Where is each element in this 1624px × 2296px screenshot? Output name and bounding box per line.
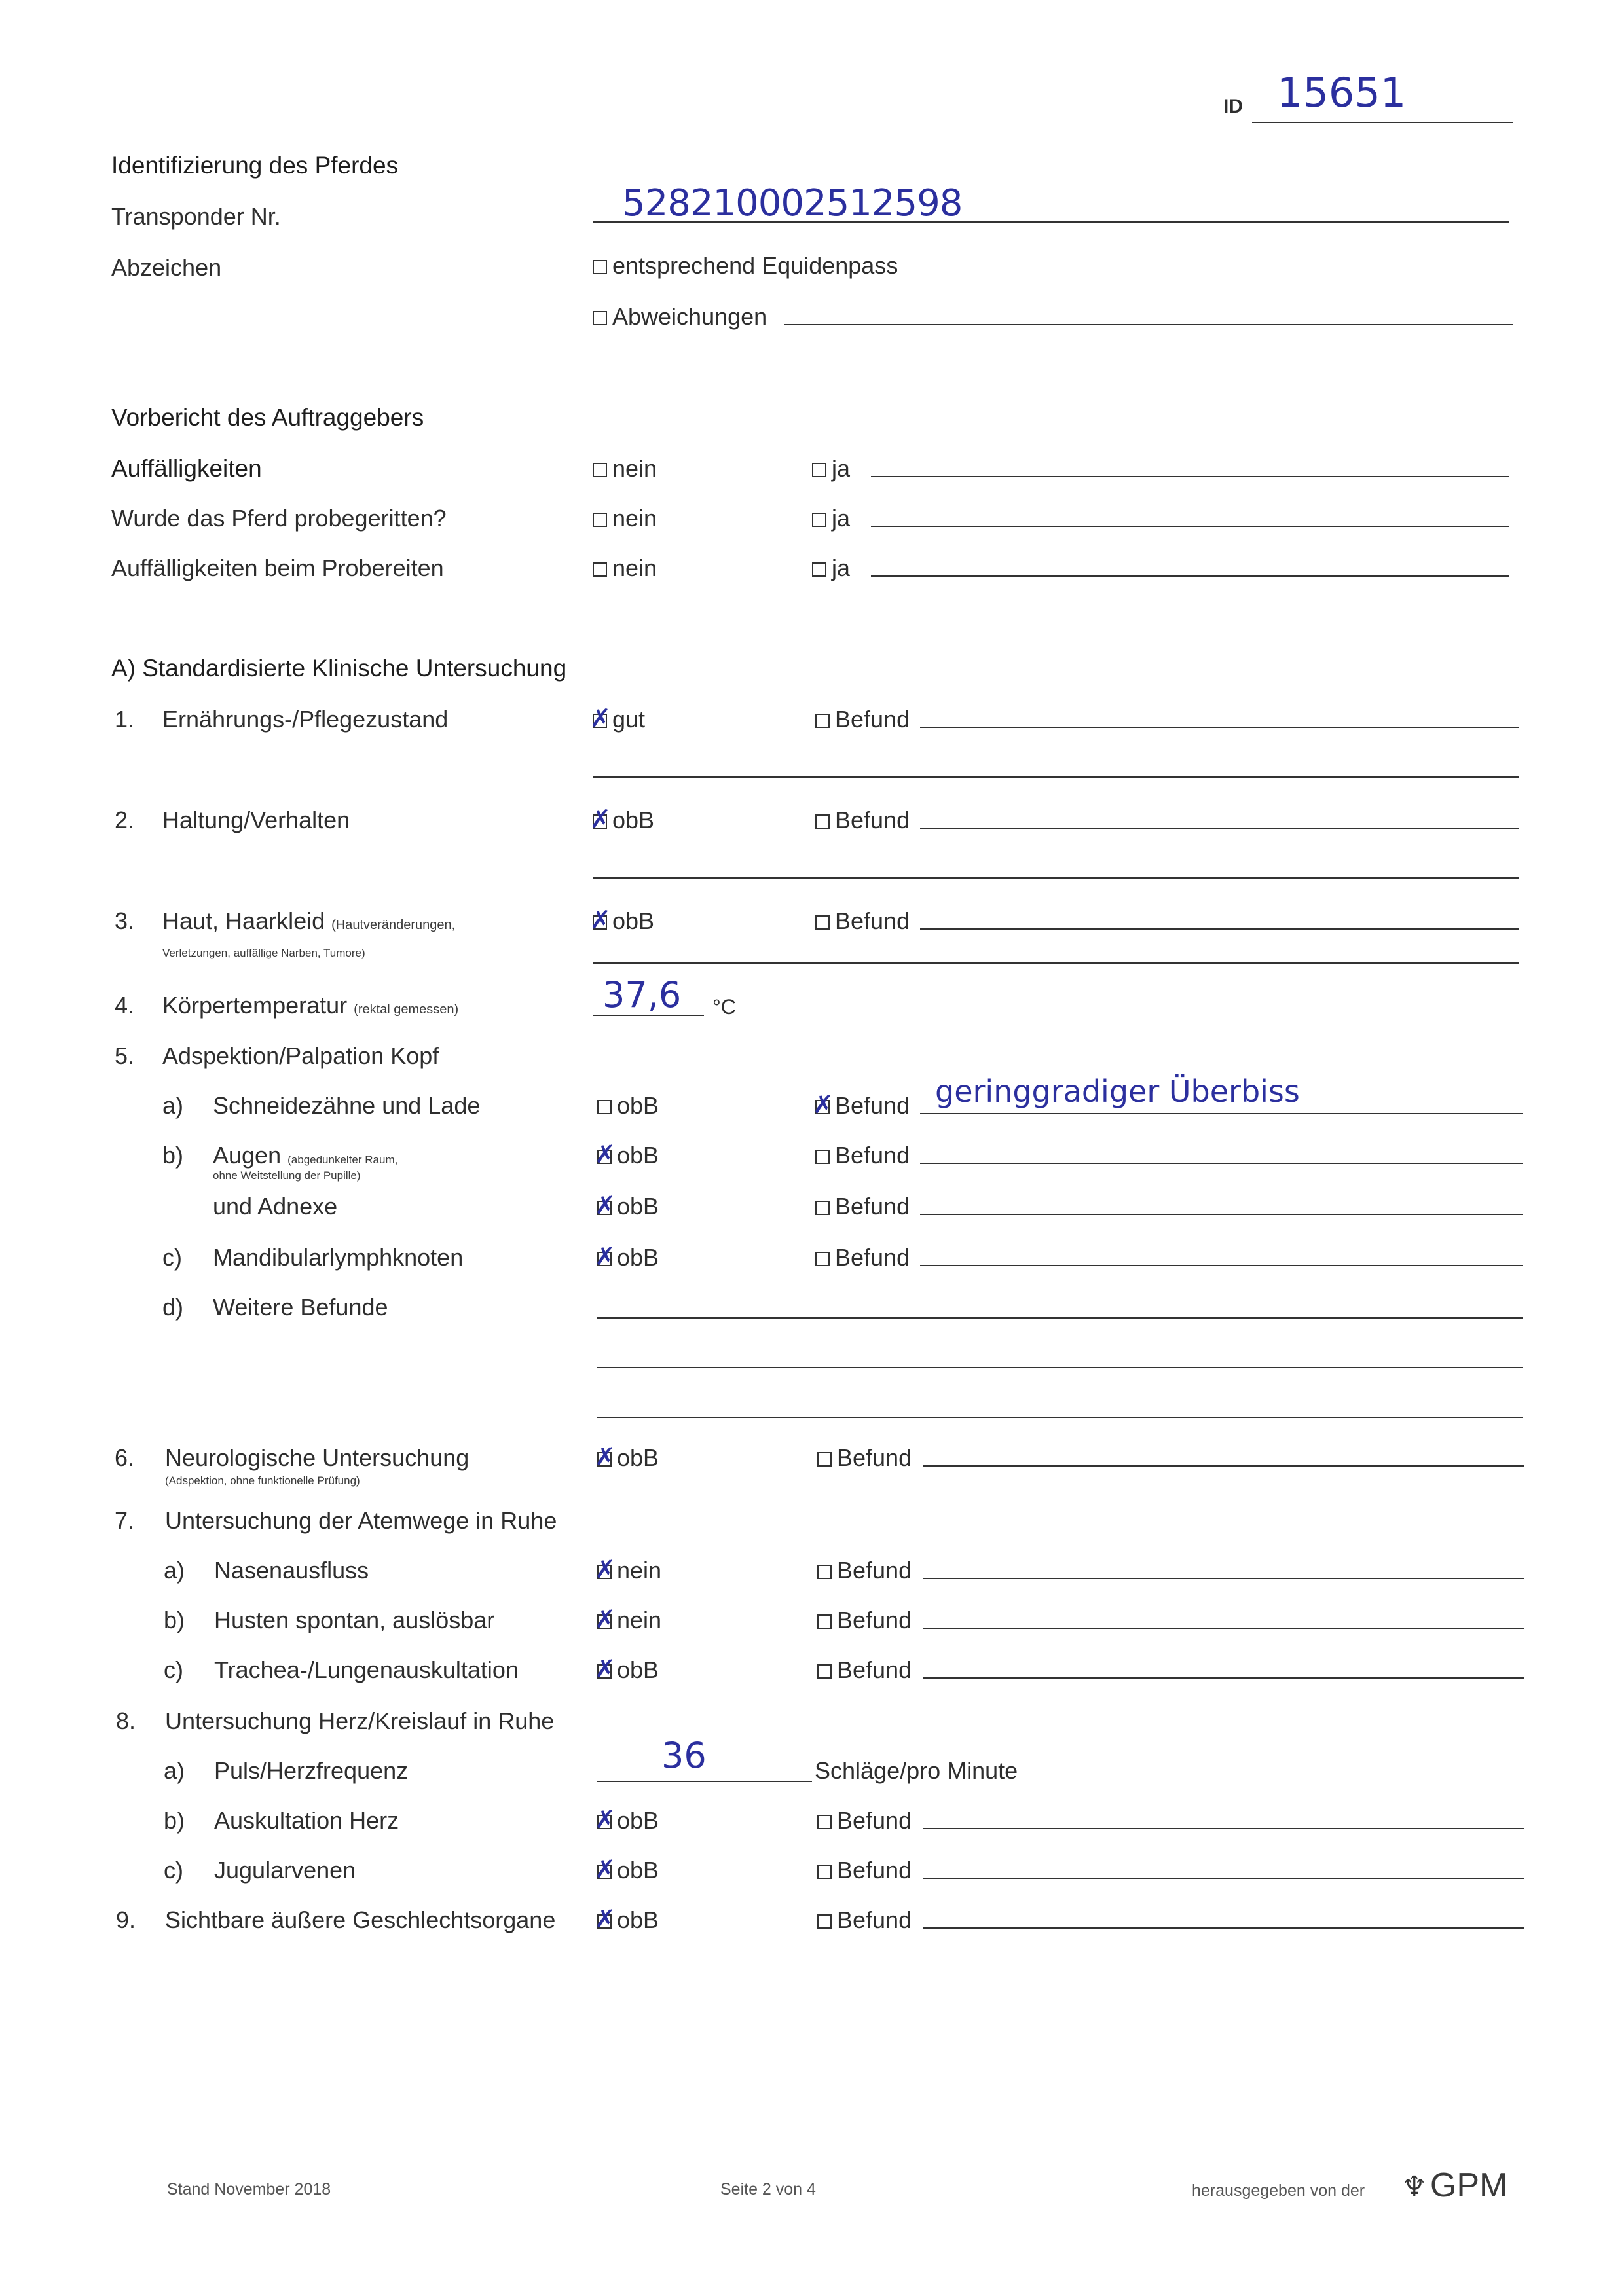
befund-checkbox[interactable]: [815, 1150, 830, 1164]
item-number: 5.: [115, 1042, 135, 1069]
ok-checkbox[interactable]: [597, 1452, 612, 1467]
befund-label: Befund: [835, 1092, 910, 1119]
item-number: 7.: [115, 1507, 135, 1534]
yes-label: ja: [832, 455, 851, 482]
item-label: Ernährungs-/Pflegezustand: [162, 706, 449, 733]
item-ok-option[interactable]: [597, 1557, 661, 1584]
item-label: Adspektion/Palpation Kopf: [162, 1042, 439, 1069]
befund-option[interactable]: [817, 1444, 912, 1471]
no-checkbox[interactable]: [593, 562, 607, 577]
no-label: nein: [612, 455, 657, 482]
befund-option[interactable]: [817, 1807, 912, 1834]
ok-label: obB: [617, 1807, 659, 1834]
item-ok-option[interactable]: [597, 1807, 659, 1834]
id-line: [1252, 122, 1513, 123]
sub-note: (abgedunkelter Raum,: [287, 1154, 398, 1166]
answer-line: [871, 476, 1509, 477]
temperature-value[interactable]: 37,6: [602, 974, 682, 1015]
befund-label: Befund: [835, 706, 910, 733]
item-ok-option[interactable]: [597, 1656, 659, 1683]
befund-checkbox[interactable]: [817, 1815, 832, 1829]
befund-option[interactable]: [815, 807, 910, 833]
befund-label: Befund: [837, 1607, 912, 1633]
finding-line: [593, 877, 1519, 879]
ok-checkbox[interactable]: [597, 1614, 612, 1629]
item-ok-option[interactable]: [597, 1142, 659, 1169]
vorbericht-yes-option[interactable]: [812, 455, 850, 482]
vorbericht-row-label: Auffälligkeiten beim Probereiten: [111, 555, 444, 581]
ok-checkbox[interactable]: [597, 1664, 612, 1679]
sub-letter: b): [164, 1607, 185, 1633]
pulse-value[interactable]: 36: [661, 1735, 707, 1776]
item-number: 1.: [115, 706, 135, 733]
item-ok-option[interactable]: [593, 706, 645, 733]
item-number: 9.: [116, 1906, 136, 1933]
abweichungen-line: [784, 324, 1513, 325]
ok-label: obB: [617, 1142, 659, 1169]
sub-letter: c): [164, 1857, 183, 1884]
equidenpass-label: entsprechend Equidenpass: [612, 252, 898, 279]
sub-label: Jugularvenen: [214, 1857, 356, 1884]
temperature-unit: °C: [712, 995, 736, 1019]
ok-label: obB: [612, 807, 655, 833]
item-number: 6.: [115, 1444, 135, 1471]
finding-line: [920, 1214, 1522, 1215]
befund-option[interactable]: [815, 907, 910, 934]
item-label: Untersuchung der Atemwege in Ruhe: [165, 1507, 557, 1534]
sub-label: Weitere Befunde: [213, 1294, 388, 1321]
no-checkbox[interactable]: [593, 463, 607, 477]
befund-checkbox[interactable]: [815, 1252, 830, 1266]
befund-checkbox[interactable]: [817, 1865, 832, 1879]
befund-label: Befund: [835, 1193, 910, 1220]
ok-label: obB: [612, 907, 655, 934]
finding-line: [923, 1878, 1524, 1879]
befund-checkbox[interactable]: [817, 1614, 832, 1629]
befund-option[interactable]: [815, 1193, 910, 1220]
befund-option[interactable]: [817, 1906, 912, 1933]
befund-option[interactable]: [817, 1607, 912, 1633]
ok-label: nein: [617, 1607, 662, 1633]
befund-label: Befund: [837, 1857, 912, 1884]
befund-label: Befund: [837, 1656, 912, 1683]
pulse-line: [597, 1781, 812, 1782]
sub-letter: c): [162, 1244, 182, 1271]
ok-checkbox[interactable]: [593, 714, 607, 728]
sub-label-text: Augen: [213, 1142, 282, 1169]
ok-checkbox[interactable]: [597, 1914, 612, 1929]
befund-label: Befund: [837, 1906, 912, 1933]
finding-line: [923, 1578, 1524, 1579]
finding-line: [920, 1163, 1522, 1164]
sub-label: Mandibularlymphknoten: [213, 1244, 464, 1271]
item-note: (rektal gemessen): [354, 1002, 459, 1017]
sub-letter: a): [164, 1557, 185, 1584]
sub-label: Puls/Herzfrequenz: [214, 1757, 409, 1784]
item-label: Sichtbare äußere Geschlechtsorgane: [165, 1906, 556, 1933]
item-label: Neurologische Untersuchung: [165, 1444, 470, 1471]
befund-checkbox[interactable]: [815, 915, 830, 930]
item-ok-option[interactable]: [597, 1092, 659, 1119]
item-note: (Hautveränderungen,: [331, 918, 456, 932]
sub-letter: b): [162, 1142, 184, 1169]
befund-checkbox[interactable]: [815, 1201, 830, 1215]
footer-page: Seite 2 von 4: [720, 2180, 816, 2198]
ok-label: nein: [617, 1557, 662, 1584]
finding-line: [593, 776, 1519, 778]
item-ok-option[interactable]: [597, 1857, 659, 1884]
ok-label: obB: [617, 1244, 659, 1271]
item-number: 2.: [115, 807, 135, 833]
finding-line: [920, 727, 1519, 728]
finding-line: [923, 1628, 1524, 1629]
finding-line: [923, 1828, 1524, 1829]
vorbericht-row-label: Wurde das Pferd probegeritten?: [111, 505, 447, 532]
finding-line: [920, 928, 1519, 930]
gpm-logo-text: GPM: [1430, 2166, 1508, 2204]
ok-checkbox[interactable]: [597, 1815, 612, 1829]
befund-checkbox[interactable]: [815, 714, 830, 728]
finding-line: [920, 1113, 1522, 1114]
ok-checkbox[interactable]: [597, 1865, 612, 1879]
item-ok-option[interactable]: [597, 1906, 659, 1933]
ok-label: obB: [617, 1857, 659, 1884]
finding-line: [597, 1317, 1522, 1319]
ok-label: obB: [617, 1444, 659, 1471]
befund-option[interactable]: [815, 1244, 910, 1271]
item-label: Haltung/Verhalten: [162, 807, 350, 833]
abweichungen-option[interactable]: [593, 303, 767, 330]
befund-label: Befund: [835, 807, 910, 833]
abweichungen-checkbox[interactable]: [593, 311, 607, 325]
sub-letter: b): [164, 1807, 185, 1834]
sub-letter: a): [162, 1092, 184, 1119]
ok-checkbox[interactable]: [597, 1252, 612, 1266]
sub-letter: a): [164, 1757, 185, 1784]
item-label: [162, 907, 455, 934]
footer-publisher: herausgegeben von der: [1192, 2181, 1365, 2200]
finding-line: [923, 1465, 1524, 1467]
item-ok-option[interactable]: [597, 1607, 661, 1633]
befund-label: Befund: [837, 1807, 912, 1834]
vorbericht-row-label: Auffälligkeiten: [111, 455, 262, 482]
befund-option[interactable]: [817, 1557, 912, 1584]
sub-label: [213, 1142, 397, 1169]
vorbericht-no-option[interactable]: [593, 505, 657, 532]
vorbericht-heading: Vorbericht des Auftraggebers: [111, 404, 424, 431]
equidenpass-checkbox[interactable]: [593, 260, 607, 274]
ok-label: obB: [617, 1193, 659, 1220]
vorbericht-yes-option[interactable]: [812, 555, 850, 581]
item-number: 3.: [115, 907, 135, 934]
item-label-text: Haut, Haarkleid: [162, 907, 325, 934]
finding-line: [920, 828, 1519, 829]
abweichungen-label: Abweichungen: [612, 303, 767, 330]
befund-label: Befund: [837, 1444, 912, 1471]
id-label: ID: [1223, 96, 1243, 117]
befund-option[interactable]: [815, 1092, 910, 1119]
yes-label: ja: [832, 555, 851, 581]
sub-letter: d): [162, 1294, 184, 1321]
ok-checkbox[interactable]: [593, 915, 607, 930]
finding-line: [597, 1367, 1522, 1368]
vorbericht-no-option[interactable]: [593, 455, 657, 482]
item-note: Verletzungen, auffällige Narben, Tumore): [162, 947, 365, 959]
item-number: 4.: [115, 992, 135, 1019]
yes-label: ja: [832, 505, 851, 532]
ok-label: obB: [617, 1656, 659, 1683]
vorbericht-yes-option[interactable]: [812, 505, 850, 532]
sub-note: ohne Weitstellung der Pupille): [213, 1169, 361, 1182]
pulse-unit: Schläge/pro Minute: [815, 1757, 1018, 1784]
gpm-logo: [1401, 2166, 1507, 2205]
item-ok-option[interactable]: [593, 907, 654, 934]
befund-checkbox[interactable]: [815, 814, 830, 829]
befund-checkbox[interactable]: [817, 1452, 832, 1467]
sub-label: Auskultation Herz: [214, 1807, 399, 1834]
vorbericht-no-option[interactable]: [593, 555, 657, 581]
equidenpass-option[interactable]: [593, 252, 898, 279]
transponder-label: Transponder Nr.: [111, 203, 281, 230]
befund-checkbox[interactable]: [817, 1565, 832, 1579]
befund-checkbox[interactable]: [815, 1100, 830, 1114]
sub-label: und Adnexe: [213, 1193, 338, 1220]
sub-letter: c): [164, 1656, 183, 1683]
sub-label: Nasenausfluss: [214, 1557, 369, 1584]
item-ok-option[interactable]: [597, 1193, 659, 1220]
sub-label: Husten spontan, auslösbar: [214, 1607, 495, 1633]
befund-label: Befund: [835, 1142, 910, 1169]
item-ok-option[interactable]: [597, 1444, 659, 1471]
finding-line: [597, 1417, 1522, 1418]
ok-label: gut: [612, 706, 646, 733]
befund-checkbox[interactable]: [817, 1664, 832, 1679]
temperature-line: [593, 1015, 704, 1016]
item-number: 8.: [116, 1707, 136, 1734]
item-label-text: Körpertemperatur: [162, 992, 348, 1019]
ok-checkbox[interactable]: [597, 1201, 612, 1215]
yes-checkbox[interactable]: [812, 562, 826, 577]
section-a-heading: A) Standardisierte Klinische Untersuchung: [111, 655, 567, 682]
transponder-line: [593, 221, 1509, 223]
yes-checkbox[interactable]: [812, 463, 826, 477]
finding-line: [923, 1677, 1524, 1679]
identification-heading: Identifizierung des Pferdes: [111, 152, 399, 179]
item-note: (Adspektion, ohne funktionelle Prüfung): [165, 1474, 360, 1487]
befund-option[interactable]: [817, 1857, 912, 1884]
befund-label: Befund: [835, 1244, 910, 1271]
ok-checkbox[interactable]: [593, 814, 607, 829]
answer-line: [871, 526, 1509, 527]
item-ok-option[interactable]: [597, 1244, 659, 1271]
sub-label: Schneidezähne und Lade: [213, 1092, 481, 1119]
finding-line: [593, 962, 1519, 964]
ok-checkbox[interactable]: [597, 1565, 612, 1579]
befund-label: Befund: [837, 1557, 912, 1584]
no-label: nein: [612, 505, 657, 532]
answer-line: [871, 575, 1509, 577]
sub-label: Trachea-/Lungenauskultation: [214, 1656, 519, 1683]
finding-line: [920, 1265, 1522, 1266]
no-checkbox[interactable]: [593, 513, 607, 527]
ok-checkbox[interactable]: [597, 1150, 612, 1164]
befund-option[interactable]: [817, 1656, 912, 1683]
footer-stand: Stand November 2018: [167, 2180, 331, 2198]
yes-checkbox[interactable]: [812, 513, 826, 527]
item-label: [162, 992, 458, 1019]
id-value[interactable]: 15651: [1277, 69, 1407, 117]
item-ok-option[interactable]: [593, 807, 654, 833]
ok-label: obB: [617, 1092, 659, 1119]
ok-checkbox[interactable]: [597, 1100, 612, 1114]
befund-option[interactable]: [815, 706, 910, 733]
finding-handwritten[interactable]: geringgradiger Überbiss: [935, 1074, 1300, 1109]
item-label: Untersuchung Herz/Kreislauf in Ruhe: [165, 1707, 555, 1734]
befund-checkbox[interactable]: [817, 1914, 832, 1929]
transponder-value[interactable]: 528210002512598: [622, 182, 963, 225]
no-label: nein: [612, 555, 657, 581]
gpm-logo-icon: ♆: [1401, 2170, 1428, 2204]
befund-option[interactable]: [815, 1142, 910, 1169]
abzeichen-label: Abzeichen: [111, 254, 222, 281]
ok-label: obB: [617, 1906, 659, 1933]
finding-line: [923, 1927, 1524, 1929]
befund-label: Befund: [835, 907, 910, 934]
